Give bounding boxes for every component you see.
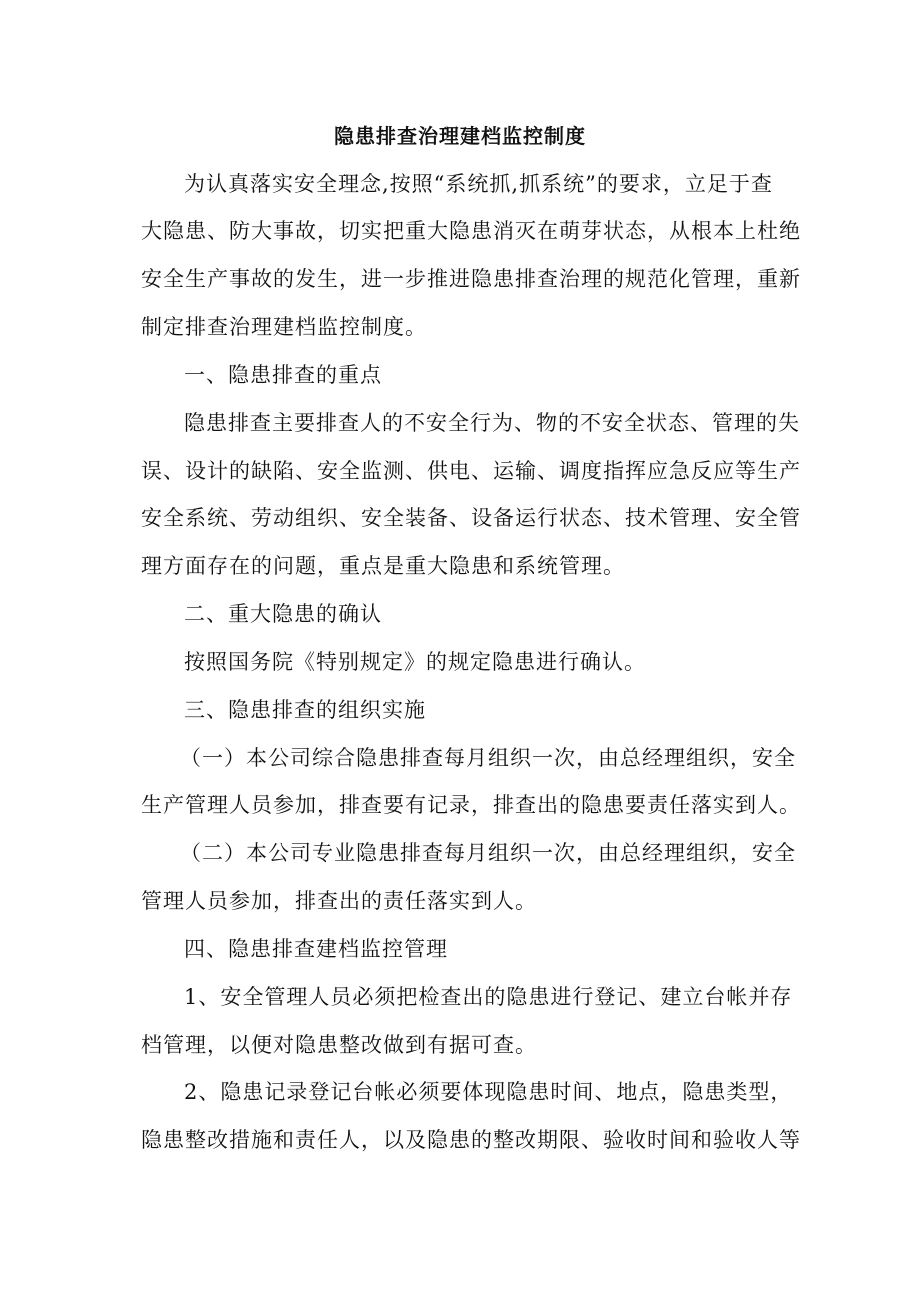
section1-line-2: 误、设计的缺陷、安全监测、供电、运输、调度指挥应急反应等生产 bbox=[141, 459, 801, 483]
section1-line-4: 理方面存在的问题，重点是重大隐患和系统管理。 bbox=[141, 554, 625, 578]
section3-item2-line-2: 管理人员参加，排查出的责任落实到人。 bbox=[141, 889, 537, 913]
document-title: 隐患排查治理建档监控制度 bbox=[334, 124, 586, 148]
section4-heading: 四、隐患排查建档监控管理 bbox=[184, 937, 448, 961]
intro-line-2: 大隐患、防大事故，切实把重大隐患消灭在萌芽状态，从根本上杜绝 bbox=[141, 219, 801, 243]
section3-item1-line-2: 生产管理人员参加，排查要有记录，排查出的隐患要责任落实到人。 bbox=[141, 793, 801, 817]
section4-item1-line-2: 档管理，以便对隐患整改做到有据可查。 bbox=[141, 1033, 537, 1057]
section3-item2-line-1: （二）本公司专业隐患排查每月组织一次，由总经理组织，安全 bbox=[180, 841, 796, 865]
section2-line-1: 按照国务院《特别规定》的规定隐患进行确认。 bbox=[184, 650, 646, 674]
intro-line-1: 为认真落实安全理念,按照“系统抓,抓系统”的要求，立足于查 bbox=[184, 172, 773, 196]
section4-item2-line-2: 隐患整改措施和责任人，以及隐患的整改期限、验收时间和验收人等 bbox=[141, 1128, 801, 1152]
section1-line-1: 隐患排查主要排查人的不安全行为、物的不安全状态、管理的失 bbox=[184, 411, 800, 435]
section3-item1-line-1: （一）本公司综合隐患排查每月组织一次，由总经理组织，安全 bbox=[180, 746, 796, 770]
section1-heading: 一、隐患排查的重点 bbox=[184, 363, 382, 387]
section4-item1-line-1: 1、安全管理人员必须把检查出的隐患进行登记、建立台帐并存 bbox=[184, 985, 793, 1009]
section3-heading: 三、隐患排查的组织实施 bbox=[184, 698, 426, 722]
intro-line-4: 制定排查治理建档监控制度。 bbox=[141, 315, 427, 339]
section2-heading: 二、重大隐患的确认 bbox=[184, 602, 382, 626]
section4-item2-line-1: 2、隐患记录登记台帐必须要体现隐患时间、地点，隐患类型， bbox=[184, 1080, 793, 1104]
section1-line-3: 安全系统、劳动组织、安全装备、设备运行状态、技术管理、安全管 bbox=[141, 506, 801, 530]
intro-line-3: 安全生产事故的发生，进一步推进隐患排查治理的规范化管理，重新 bbox=[141, 267, 801, 291]
